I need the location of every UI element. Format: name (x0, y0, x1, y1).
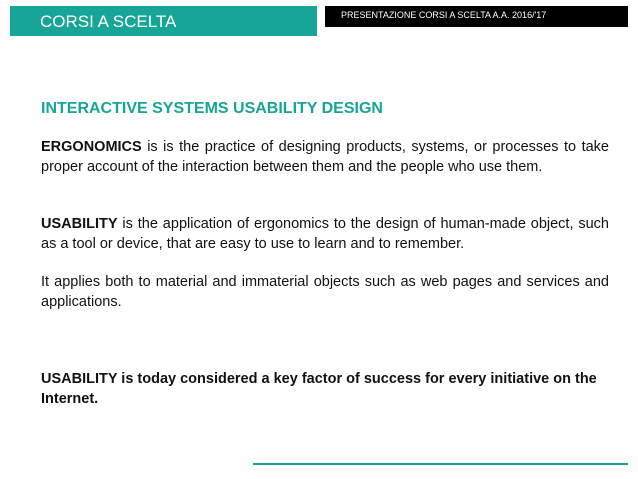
presentation-header (325, 6, 628, 27)
slide-title: INTERACTIVE SYSTEMS USABILITY DESIGN (41, 100, 383, 117)
section-header (10, 6, 317, 36)
usability-paragraph (41, 214, 609, 254)
conclusion-paragraph: USABILITY is today considered a key factor of success for every initiative on the Internet. (41, 371, 597, 407)
ergonomics-paragraph (41, 137, 609, 177)
ergonomics-definition: is is the practice of designing products, systems, or processes to take proper account of the interaction between them and the people who use them. (41, 139, 609, 175)
usability-definition: is the application of ergonomics to the design of human-made object, such as a tool or device, that are easy to use to learn and to remember. (41, 216, 609, 252)
usability-term: USABILITY (41, 216, 118, 232)
section-title: CORSI A SCELTA (40, 12, 177, 31)
presentation-title: PRESENTAZIONE CORSI A SCELTA A.A. 2016/'17 (341, 10, 547, 20)
footer-divider (253, 463, 628, 465)
ergonomics-term: ERGONOMICS (41, 139, 142, 155)
applies-paragraph: It applies both to material and immaterial objects such as web pages and services and applications. (41, 274, 609, 310)
